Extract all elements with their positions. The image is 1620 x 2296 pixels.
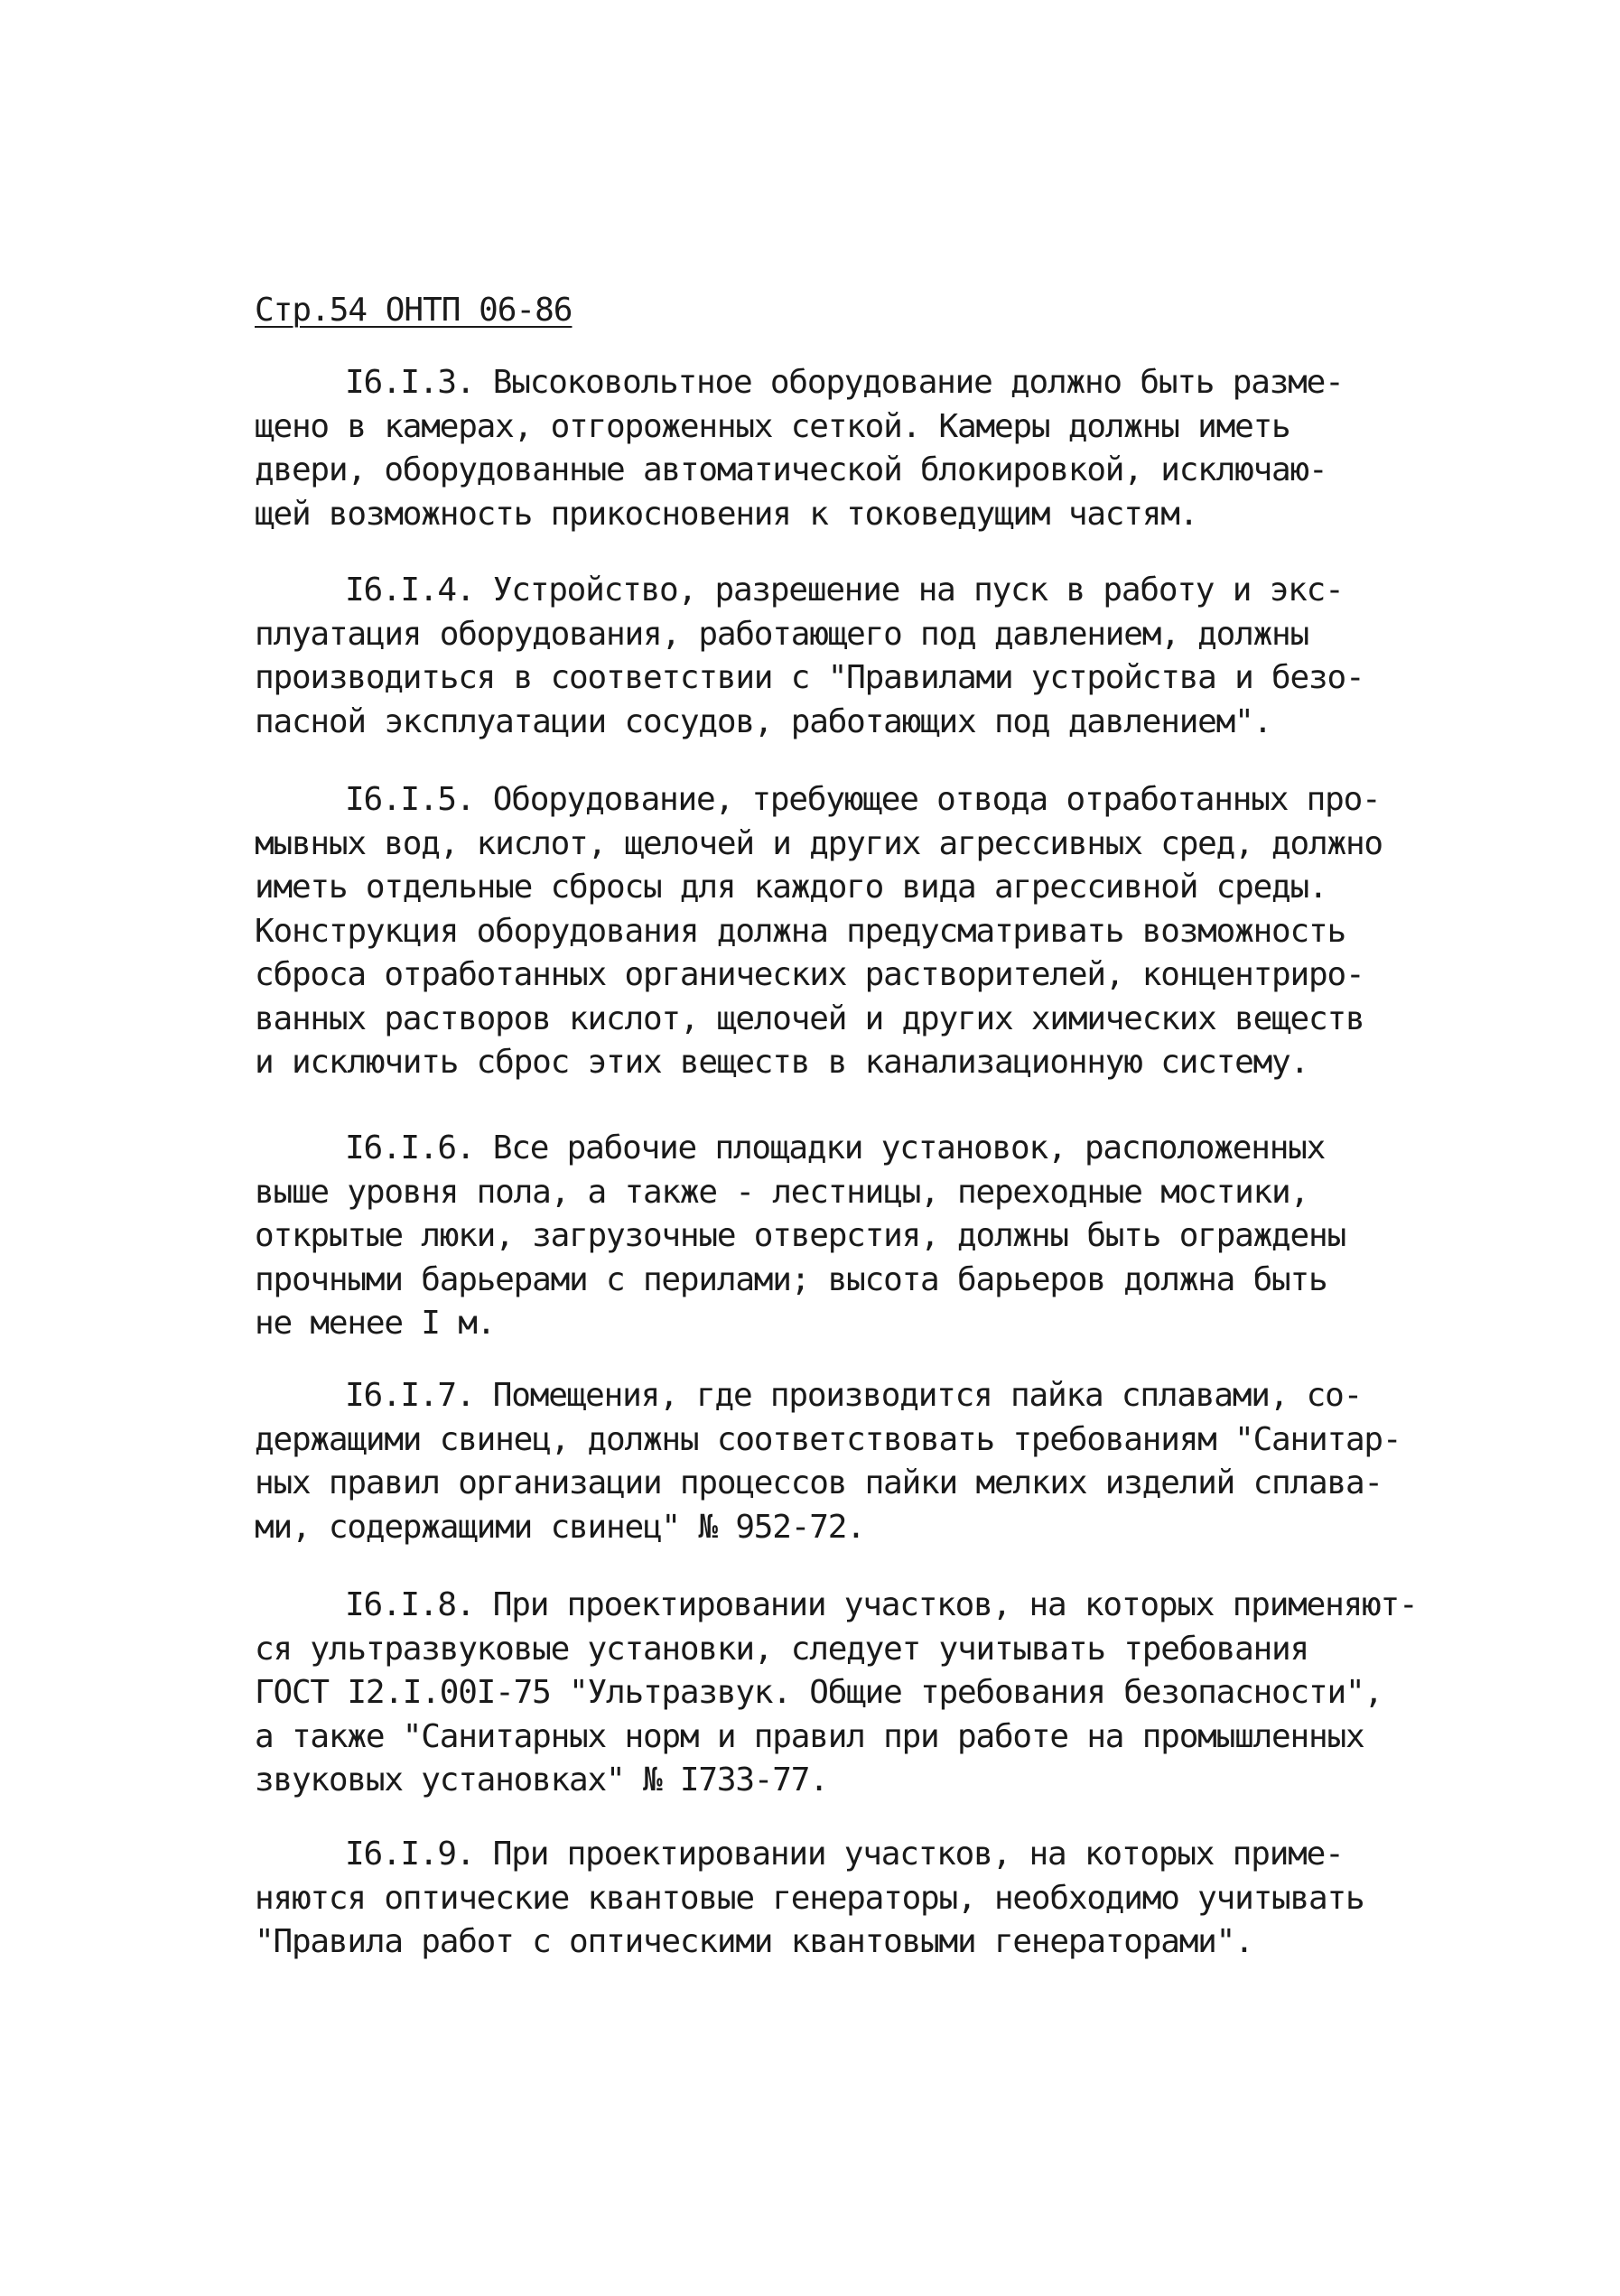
paragraph-line: I6.I.9. При проектировании участков, на которых приме- (345, 1836, 1344, 1873)
paragraph-line: не менее I м. (255, 1305, 496, 1342)
paragraph-line: прочными барьерами с перилами; высота барьеров должна быть (255, 1260, 1327, 1298)
paragraph-line: а также "Санитарных норм и правил при работе на промышленных (255, 1717, 1364, 1755)
paragraph-line: ванных растворов кислот, щелочей и других химических веществ (255, 999, 1364, 1037)
page-header: Стр.54 ОНТП 06-86 (255, 292, 573, 329)
paragraph-line: I6.I.6. Все рабочие площадки установок, расположенных (345, 1129, 1326, 1167)
paragraph-line: I6.I.4. Устройство, разрешение на пуск в работу и экс- (345, 572, 1344, 609)
paragraph-line: плуатация оборудования, работающего под давлением, должны (255, 615, 1309, 653)
paragraph-line: I6.I.7. Помещения, где производится пайка сплавами, со- (345, 1377, 1363, 1414)
paragraph (255, 1584, 1420, 1803)
paragraph-line: "Правила работ с оптическими квантовыми генераторами". (255, 1923, 1253, 1960)
paragraph-line: Конструкция оборудования должна предусматривать возможность (255, 912, 1345, 950)
paragraph-line: ся ультразвуковые установки, следует учитывать требования (255, 1630, 1309, 1668)
paragraph-line: производиться в соответствии с "Правилами устройства и безо- (255, 659, 1364, 696)
paragraph-line: выше уровня пола, а также - лестницы, переходные мостики, (255, 1173, 1309, 1211)
paragraph-line: I6.I.5. Оборудование, требующее отвода отработанных про- (345, 781, 1381, 818)
paragraph (255, 1374, 1420, 1549)
paragraph (255, 1833, 1420, 1965)
paragraph-line: звуковых установках" № I733-77. (255, 1762, 828, 1799)
paragraph-line: мывных вод, кислот, щелочей и других агрессивных сред, должно (255, 824, 1383, 862)
paragraph-line: ных правил организации процессов пайки мелких изделий сплава- (255, 1464, 1383, 1501)
paragraph-line: держащими свинец, должны соответствовать требованиям "Санитар- (255, 1420, 1401, 1458)
paragraph (255, 778, 1420, 1085)
paragraph (255, 1127, 1420, 1346)
paragraph-line: няются оптические квантовые генераторы, необходимо учитывать (255, 1879, 1364, 1917)
paragraph-line: ГОСТ I2.I.00I-75 "Ультразвук. Общие требования безопасности", (255, 1674, 1383, 1711)
paragraph-line: открытые люки, загрузочные отверстия, должны быть ограждены (255, 1217, 1345, 1254)
paragraph-line: щено в камерах, отгороженных сеткой. Камеры должны иметь (255, 407, 1290, 445)
paragraph-line: I6.I.8. При проектировании участков, на которых применяют- (345, 1586, 1418, 1623)
paragraph-line: ми, содержащими свинец" № 952-72. (255, 1508, 865, 1546)
paragraph (255, 569, 1420, 744)
paragraph-line: иметь отдельные сбросы для каждого вида агрессивной среды. (255, 869, 1327, 906)
paragraph-line: сброса отработанных органических растворителей, концентриро- (255, 956, 1364, 993)
paragraph-line: пасной эксплуатации сосудов, работающих под давлением". (255, 702, 1272, 740)
paragraph-line: и исключить сброс этих веществ в канализационную систему. (255, 1044, 1309, 1081)
paragraph-line: двери, оборудованные автоматической блокировкой, исключаю- (255, 451, 1327, 488)
paragraph (255, 361, 1420, 536)
paragraph-line: I6.I.3. Высоковольтное оборудование должно быть разме- (345, 364, 1344, 401)
paragraph-line: щей возможность прикосновения к токоведущим частям. (255, 495, 1198, 533)
